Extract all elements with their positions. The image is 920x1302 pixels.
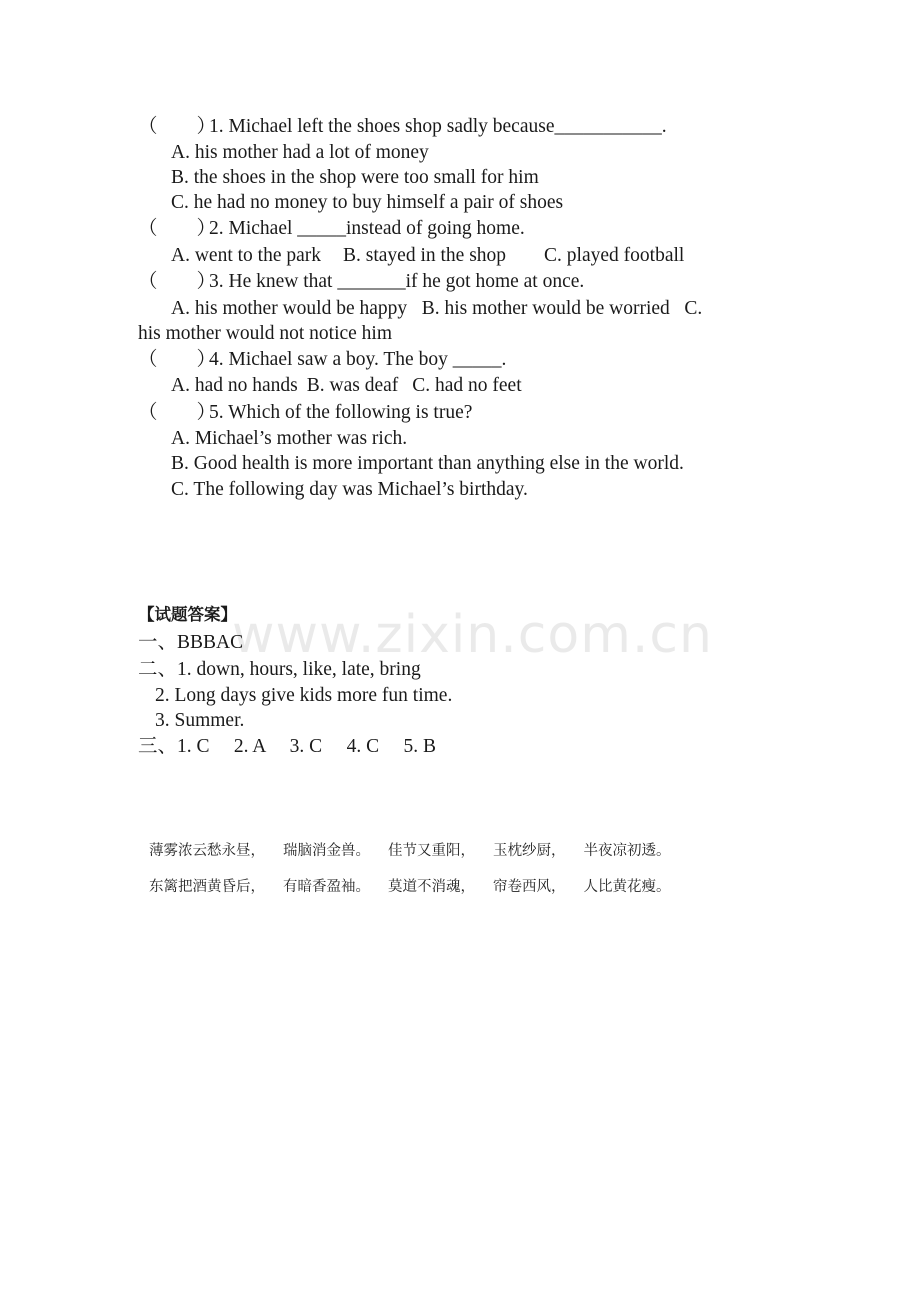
poem-phrase: 玉枕纱厨， xyxy=(493,843,566,859)
option-c: C. had no feet xyxy=(412,375,522,396)
option-c: C. The following day was Michael’s birthday. xyxy=(171,479,528,500)
option-c: C. played football xyxy=(544,245,685,266)
question-stem: 1. Michael left the shoes shop sadly because___________. xyxy=(209,116,667,137)
question-stem: 3. He knew that _______if he got home at once. xyxy=(209,271,585,292)
answer-part-2-line-2: 2. Long days give kids more fun time. xyxy=(155,685,453,706)
poem-phrase: 帘卷西风， xyxy=(493,879,566,895)
question-1 xyxy=(138,114,667,140)
poem-phrase: 半夜凉初透。 xyxy=(583,843,671,859)
answer-paren: （ ） xyxy=(138,218,217,239)
option-a: A. had no hands xyxy=(171,375,298,396)
answer-paren: （ ） xyxy=(138,402,217,423)
answer-part-2-line-3: 3. Summer. xyxy=(155,710,245,731)
answer-paren: （ ） xyxy=(138,349,217,370)
poem-phrase: 莫道不消魂， xyxy=(388,879,475,895)
poem-phrase: 东篱把酒黄昏后， xyxy=(149,879,265,895)
poem-line-1 xyxy=(149,840,689,862)
options-row xyxy=(171,373,522,399)
option-b: B. the shoes in the shop were too small for him xyxy=(171,167,539,188)
answer-part-2-line-1: 二、1. down, hours, like, late, bring xyxy=(138,659,421,680)
poem-phrase: 瑞脑消金兽。 xyxy=(283,843,370,859)
question-stem: 5. Which of the following is true? xyxy=(209,402,473,423)
question-4 xyxy=(138,347,506,373)
answer-part-1: 一、BBBAC xyxy=(138,632,244,653)
options-row: A. his mother would be happy B. his mother would be worried C. xyxy=(171,298,703,319)
option-c: C. he had no money to buy himself a pair of shoes xyxy=(171,192,564,213)
poem-line-2 xyxy=(149,876,689,898)
option-a: A. went to the park xyxy=(171,245,322,266)
poem-phrase: 佳节又重阳， xyxy=(388,843,475,859)
question-2 xyxy=(138,216,525,242)
options-row xyxy=(171,243,684,269)
poem-phrase: 有暗香盈袖。 xyxy=(283,879,370,895)
poem-phrase: 薄雾浓云愁永昼， xyxy=(149,843,265,859)
option-a: A. Michael’s mother was rich. xyxy=(171,428,408,449)
question-3 xyxy=(138,269,584,295)
poem-phrase: 人比黄花瘦。 xyxy=(583,879,671,895)
option-b: B. Good health is more important than anything else in the world. xyxy=(171,453,684,474)
question-5 xyxy=(138,400,472,426)
option-a: A. his mother had a lot of money xyxy=(171,142,429,163)
answer-paren: （ ） xyxy=(138,116,217,137)
question-stem: 2. Michael _____instead of going home. xyxy=(209,218,525,239)
answer-part-3: 三、1. C 2. A 3. C 4. C 5. B xyxy=(138,736,436,757)
question-stem: 4. Michael saw a boy. The boy _____. xyxy=(209,349,507,370)
option-b: B. was deaf xyxy=(306,375,399,396)
option-c-continued: his mother would not notice him xyxy=(138,323,393,344)
option-b: B. stayed in the shop xyxy=(343,245,507,266)
watermark-text: www.zixin.com.cn xyxy=(232,605,713,665)
answer-paren: （ ） xyxy=(138,271,217,292)
answers-heading: 【试题答案】 xyxy=(138,605,237,624)
